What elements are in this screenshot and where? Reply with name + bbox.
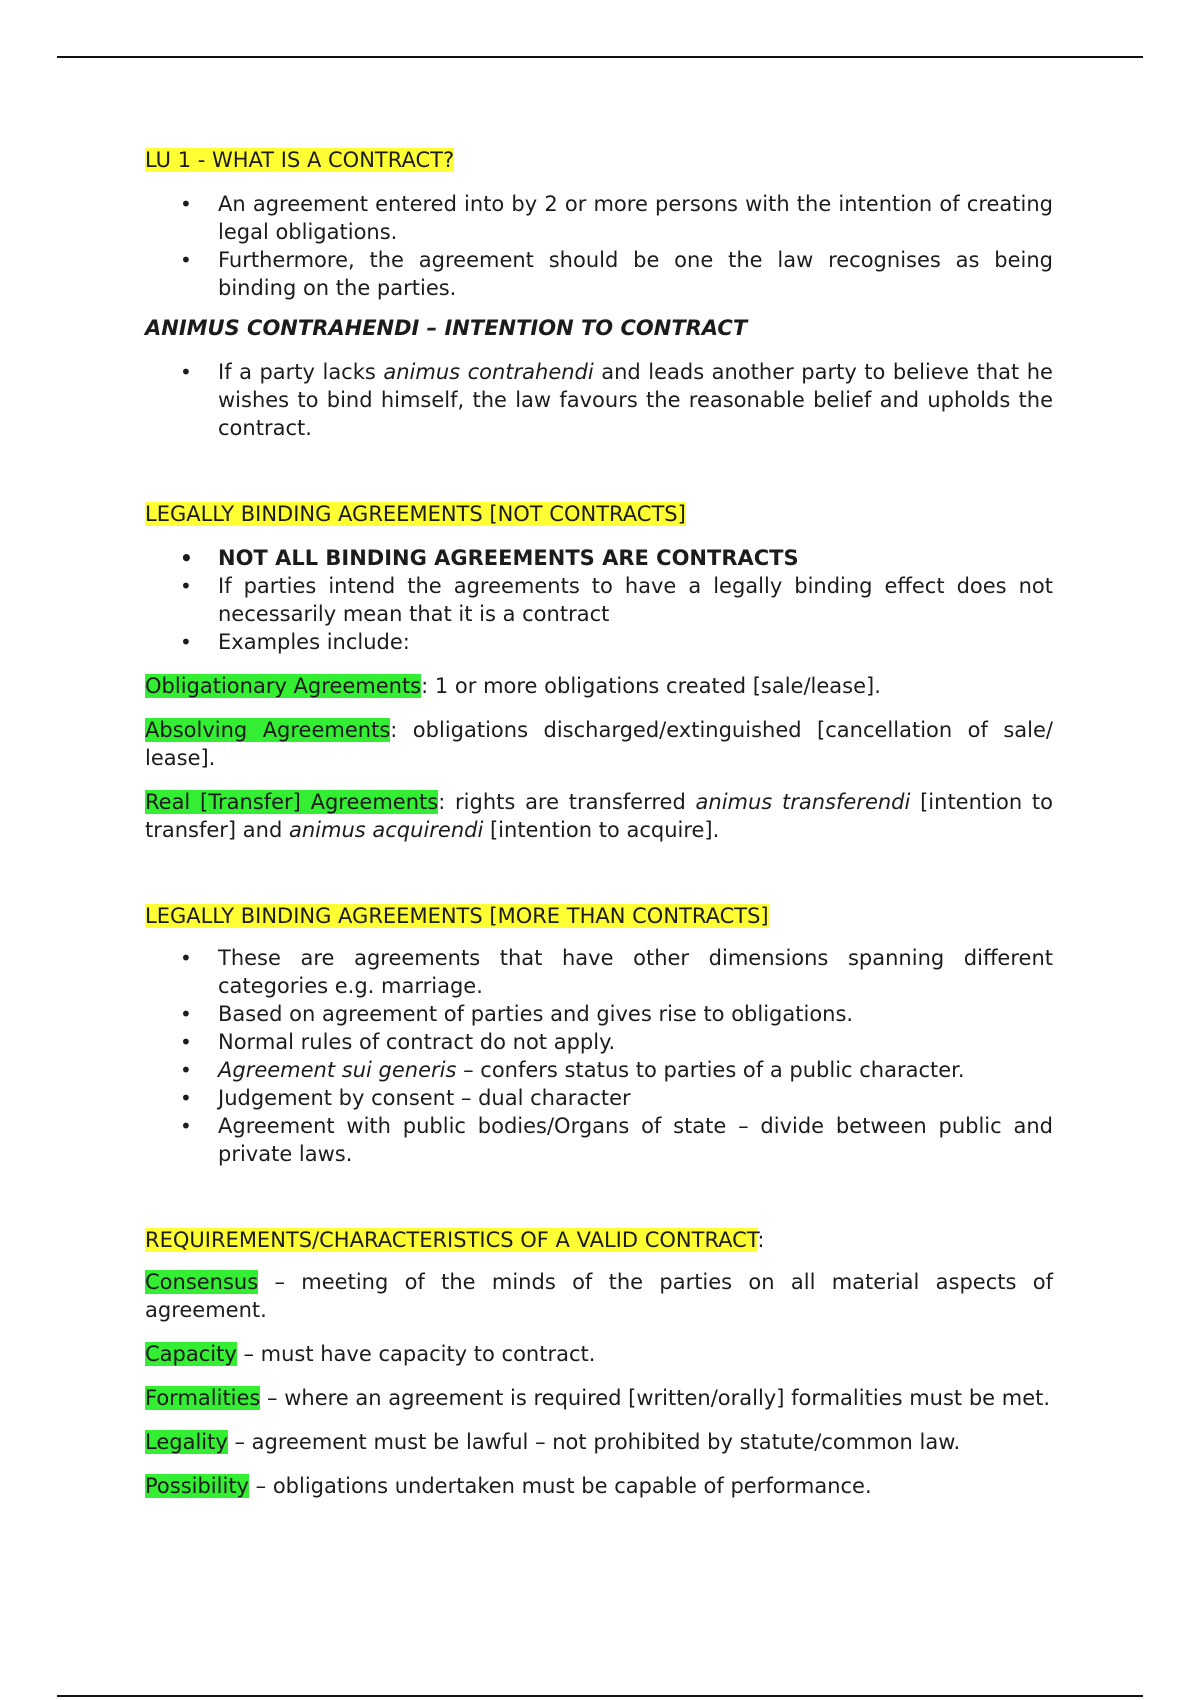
list-item: • Judgement by consent – dual character: [145, 1084, 1053, 1112]
section-heading-animus: ANIMUS CONTRAHENDI – INTENTION TO CONTRACT: [145, 316, 748, 340]
header-rule: [57, 56, 1143, 58]
list-item: • Examples include:: [145, 628, 1053, 656]
bullet-list: [145, 190, 1053, 302]
definition-obligationary: Obligationary Agreements: 1 or more obligations created [sale/lease].: [145, 674, 881, 698]
bullet-list: [145, 944, 1053, 1168]
list-item: • Agreement sui generis – confers status to parties of a public character.: [145, 1056, 1053, 1084]
section-heading-requirements: REQUIREMENTS/CHARACTERISTICS OF A VALID CONTRACT:: [145, 1228, 765, 1252]
section-heading-more-than-contracts: LEGALLY BINDING AGREEMENTS [MORE THAN CONTRACTS]: [145, 904, 769, 928]
requirement-item: Formalities – where an agreement is required [written/orally] formalities must be met.: [145, 1386, 1051, 1410]
requirement-item: Legality – agreement must be lawful – not prohibited by statute/common law.: [145, 1430, 961, 1454]
list-item: • These are agreements that have other dimensions spanning different categories e.g. marriage.: [145, 944, 1053, 1000]
section-heading-not-contracts: LEGALLY BINDING AGREEMENTS [NOT CONTRACTS]: [145, 502, 686, 526]
list-item: • Agreement with public bodies/Organs of state – divide between public and private laws.: [145, 1112, 1053, 1168]
bullet-list: [145, 358, 1053, 442]
requirement-item: Capacity – must have capacity to contract.: [145, 1342, 596, 1366]
footer-rule: [57, 1695, 1143, 1697]
list-item: • An agreement entered into by 2 or more persons with the intention of creating legal obligations.: [145, 190, 1053, 246]
list-item: • If parties intend the agreements to have a legally binding effect does not necessarily mean that it is a contract: [145, 572, 1053, 628]
list-item: • NOT ALL BINDING AGREEMENTS ARE CONTRACTS: [145, 544, 1053, 572]
definition-real-transfer: Real [Transfer] Agreements: rights are transferred animus transferendi [intention to transfer] and animus acquirendi [intention to acquire].: [145, 790, 1053, 842]
list-item: • Based on agreement of parties and gives rise to obligations.: [145, 1000, 1053, 1028]
bullet-list: [145, 544, 1053, 656]
section-heading-what-is-contract: LU 1 - WHAT IS A CONTRACT?: [145, 148, 455, 172]
list-item: • Normal rules of contract do not apply.: [145, 1028, 1053, 1056]
requirement-item: Possibility – obligations undertaken must be capable of performance.: [145, 1474, 872, 1498]
document-body: [145, 146, 1053, 1500]
definition-absolving: Absolving Agreements: obligations discharged/extinguished [cancellation of sale/ lease].: [145, 718, 1053, 770]
list-item: • Furthermore, the agreement should be one the law recognises as being binding on the parties.: [145, 246, 1053, 302]
requirement-item: Consensus – meeting of the minds of the parties on all material aspects of agreement.: [145, 1270, 1053, 1322]
list-item: • If a party lacks animus contrahendi and leads another party to believe that he wishes to bind himself, the law favours the reasonable belief and upholds the contract.: [145, 358, 1053, 442]
